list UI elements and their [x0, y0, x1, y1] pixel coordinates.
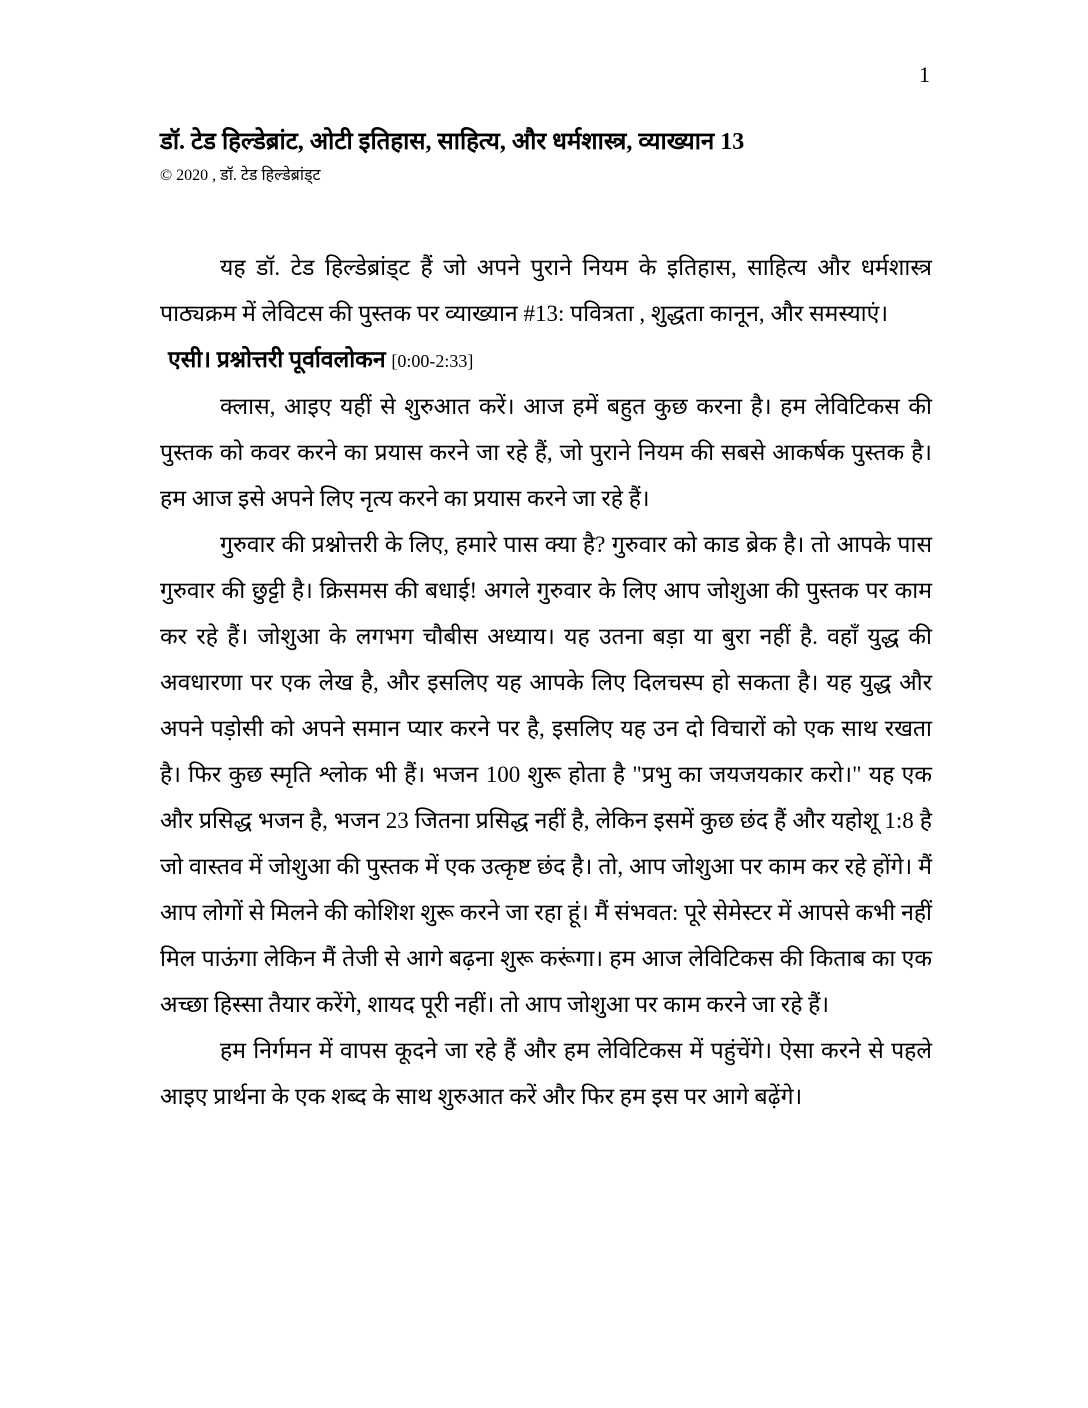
- body-paragraph: क्लास, आइए यहीं से शुरुआत करें। आज हमें बहुत कुछ करना है। हम लेविटिकस की पुस्तक को कवर करने का प्रयास करने जा रहे हैं, जो पुराने नियम की सबसे आकर्षक पुस्तक है। हम आज इसे अपने लिए नृत्य करने का प्रयास करने जा रहे हैं।: [160, 394, 932, 512]
- page-number: 1: [919, 62, 930, 87]
- section-heading-text: एसी। प्रश्नोत्तरी पूर्वावलोकन: [168, 347, 386, 373]
- document-content: [160, 126, 932, 1120]
- body-paragraph: हम निर्गमन में वापस कूदने जा रहे हैं और हम लेविटिकस में पहुंचेंगे। ऐसा करने से पहले आइए प्रार्थना के एक शब्द के साथ शुरुआत करें और फिर हम इस पर आगे बढ़ेंगे।: [160, 1038, 932, 1110]
- intro-paragraph: यह डॉ. टेड हिल्डेब्रांड्ट हैं जो अपने पुराने नियम के इतिहास, साहित्य और धर्मशास्त्र पाठ्यक्रम में लेविटस की पुस्तक पर व्याख्यान #13: पवित्रता , शुद्धता कानून, और समस्याएं।: [160, 255, 932, 327]
- copyright-line: © 2020 , डॉ. टेड हिल्डेब्रांड्ट: [160, 167, 321, 185]
- section-timestamp: [0:00-2:33]: [391, 351, 474, 372]
- section-heading: [160, 337, 932, 384]
- body-paragraph: गुरुवार की प्रश्नोत्तरी के लिए, हमारे पास क्या है? गुरुवार को काड ब्रेक है। तो आपके पास गुरुवार की छुट्टी है। क्रिसमस की बधाई! अगले गुरुवार के लिए आप जोशुआ की पुस्तक पर काम कर रहे हैं। जोशुआ के लगभग चौबीस अध्याय। यह उतना बड़ा या बुरा नहीं है. वहाँ युद्ध की अवधारणा पर एक लेख है, और इसलिए यह आपके लिए दिलचस्प हो सकता है। यह युद्ध और अपने पड़ोसी को अपने समान प्यार करने पर है, इसलिए यह उन दो विचारों को एक साथ रखता है। फिर कुछ स्मृति श्लोक भी हैं। भजन 100 शुरू होता है "प्रभु का जयजयकार करो।" यह एक और प्रसिद्ध भजन है, भजन 23 जितना प्रसिद्ध नहीं है, लेकिन इसमें कुछ छंद हैं और यहोशू 1:8 है जो वास्तव में जोशुआ की पुस्तक में एक उत्कृष्ट छंद है। तो, आप जोशुआ पर काम कर रहे होंगे। मैं आप लोगों से मिलने की कोशिश शुरू करने जा रहा हूं। मैं संभवत: पूरे सेमेस्टर में आपसे कभी नहीं मिल पाऊंगा लेकिन मैं तेजी से आगे बढ़ना शुरू करूंगा। हम आज लेविटिकस की किताब का एक अच्छा हिस्सा तैयार करेंगे, शायद पूरी नहीं। तो आप जोशुआ पर काम करने जा रहे हैं।: [160, 532, 932, 1018]
- document-title: डॉ. टेड हिल्डेब्रांट, ओटी इतिहास, साहित्य, और धर्मशास्त्र, व्याख्यान 13: [160, 129, 745, 155]
